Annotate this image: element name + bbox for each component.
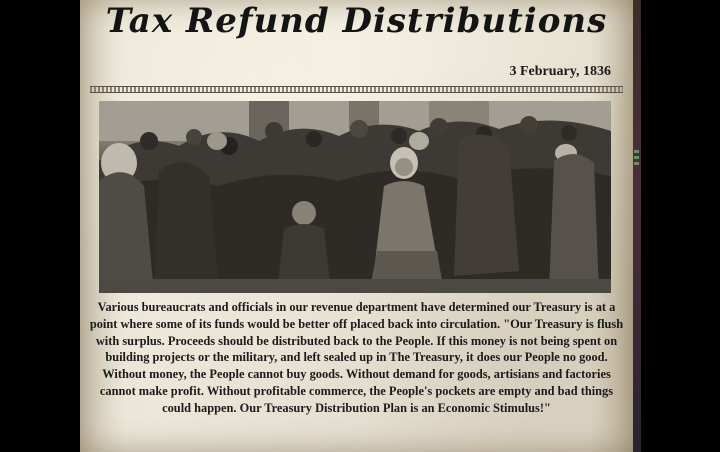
indicator-mark — [634, 156, 639, 159]
indicator-mark — [634, 150, 639, 153]
indicator-mark — [634, 162, 639, 165]
event-photo — [99, 101, 611, 293]
side-panel-edge — [633, 0, 641, 452]
event-title: Tax Refund Distributions — [105, 1, 608, 41]
event-newspaper — [80, 0, 633, 452]
header-divider — [90, 86, 623, 93]
event-date: 3 February, 1836 — [509, 64, 611, 79]
crowd-illustration — [99, 101, 611, 293]
event-description: Various bureaucrats and officials in our revenue department have determined our Treasury is at a point where some of its funds would be better off placed back into circulation. "Our Treasury is flush with surplus. Proceeds should be distributed back to the People. If this money is not being spent on building projects or the military, and left sealed up in The Treasury, it does our People no good. Without money, the People cannot buy goods. Without demand for goods, artisians and factories cannot make profit. Without profitable commerce, the People's pockets are empty and bad things could happen. Our Treasury Distribution Plan is an Economic Stimulus!" — [89, 300, 624, 415]
